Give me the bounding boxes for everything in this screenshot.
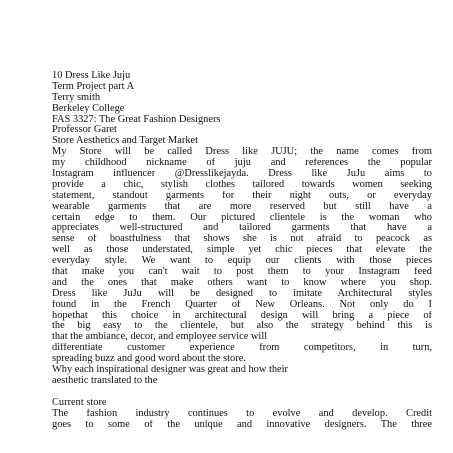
body-line: everyday style. We want to equip our clients with those pieces: [52, 256, 432, 267]
course-name: FAS 3327: The Great Fashion Designers: [52, 113, 221, 125]
body-line: and the ones that make others want to know where you shop.: [52, 277, 432, 288]
body-line: My Store will be called Dress like JUJU; the name comes from: [52, 147, 432, 158]
professor-name: Professor Garet: [52, 124, 117, 136]
body-line: The fashion industry continues to evolve and develop. Credit: [52, 408, 432, 419]
school-name: Berkeley College: [52, 102, 125, 114]
body-line: aesthetic translated to the: [52, 374, 158, 386]
body-line: spreading buzz and good word about the store.: [52, 353, 246, 365]
body-line: my childhood nickname of juju and references the popular: [52, 158, 432, 169]
body-line: Dress like JuJu will be designed to imitate Architectural styles: [52, 288, 432, 299]
body-line: provide a chic, stylish clothes tailored towards women seeking: [52, 179, 432, 190]
body-line: found in the French Quarter of New Orleans. Not only do I: [52, 299, 432, 310]
body-line: appreciates well-structured and tailored garments that have a: [52, 223, 432, 234]
body-line: hopethat this choice in architectural design will bring a piece of: [52, 310, 432, 321]
document-body: [52, 71, 432, 430]
body-line: Instagram influencer @Dresslikejayda. Dress like JuJu aims to: [52, 169, 432, 180]
body-line: wearable garments that are more reserved but still have a: [52, 201, 432, 212]
document-title: 10 Dress Like Juju: [52, 70, 131, 81]
body-line: goes to some of the unique and innovative designers. The three: [52, 419, 432, 430]
body-line: statement, standout garments for their night outs, or everyday: [52, 190, 432, 201]
author-name: Terry smith: [52, 91, 101, 103]
body-line: certain edge to them. Our pictured clientele is the woman who: [52, 212, 432, 223]
subsection-heading: Current store: [52, 396, 107, 408]
body-line: that the ambiance, decor, and employee service will: [52, 331, 268, 343]
project-label: Term Project part A: [52, 80, 135, 92]
body-line: well as those understated, simple yet chic pieces that elevate the: [52, 245, 432, 256]
body-line: differentiate customer experience from competitors, in turn,: [52, 343, 432, 354]
body-line: the big easy to the clientele, but also the strategy behind this is: [52, 321, 432, 332]
body-line: Why each inspirational designer was great and how their: [52, 364, 289, 376]
section-heading: Store Aesthetics and Target Market: [52, 135, 199, 147]
body-line: sense of boastfulness that shows she is not afraid to peacock as: [52, 234, 432, 245]
paragraph-gap: [52, 387, 432, 398]
body-line: that make you can't wait to post them to your Instagram feed: [52, 267, 432, 278]
